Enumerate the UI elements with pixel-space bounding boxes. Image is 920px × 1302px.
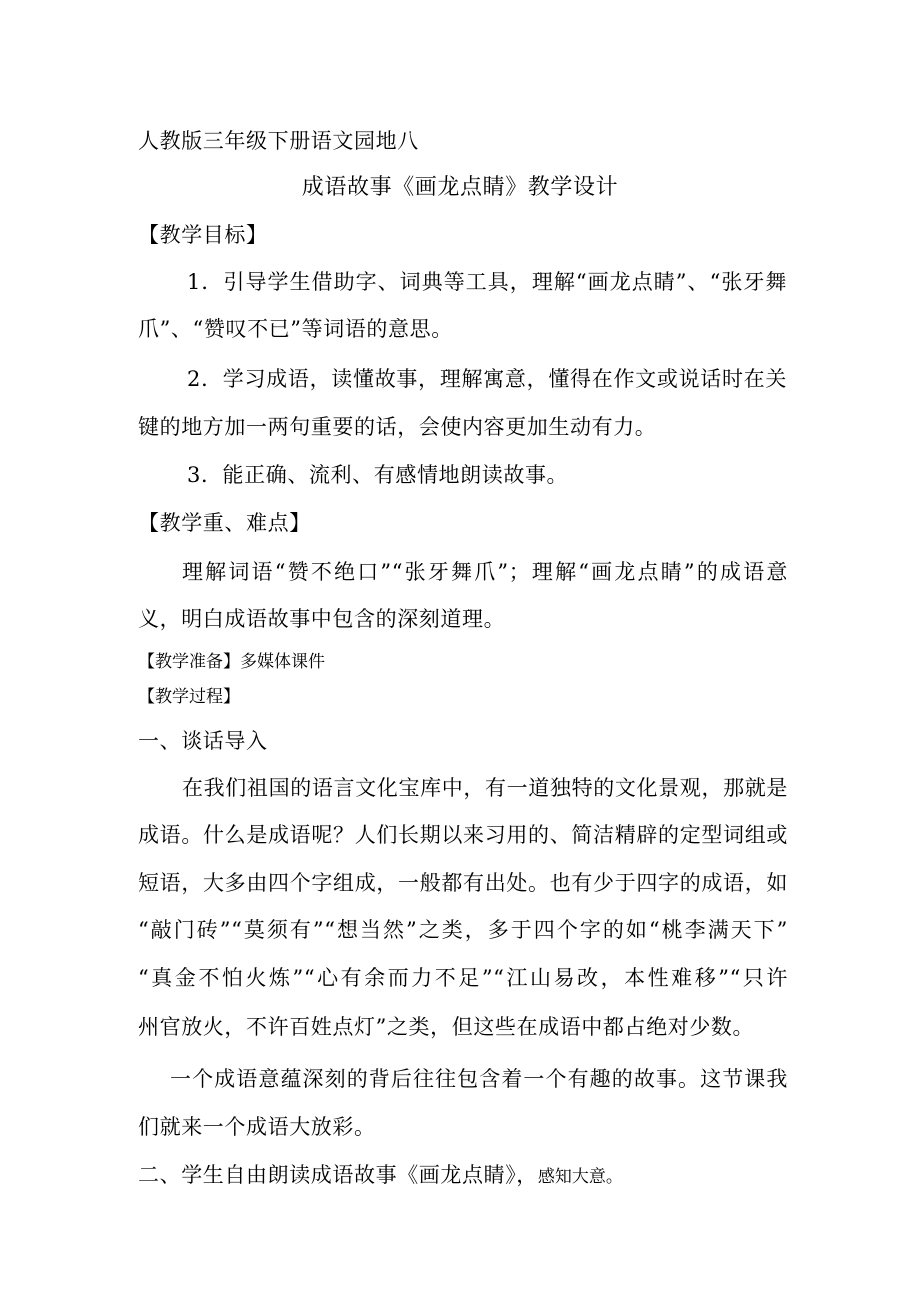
story-line-1: 一个成语意蕴深刻的背后往往包含着一个有趣的故事。这节课我 bbox=[170, 1067, 788, 1091]
document-header: 人教版三年级下册语文园地八 bbox=[138, 129, 419, 153]
goal-1-line-1: 1．引导学生借助字、词典等工具，理解“画龙点睛”、“张牙舞 bbox=[187, 270, 787, 294]
goal-2-line-2: 键的地方加一两句重要的话，会使内容更加生动有力。 bbox=[138, 415, 657, 439]
goal-1-line-2: 爪”、“赞叹不已”等词语的意思。 bbox=[138, 317, 453, 341]
focus-heading: 【教学重、难点】 bbox=[138, 511, 311, 535]
story-line-2: 们就来一个成语大放彩。 bbox=[138, 1115, 376, 1139]
intro-line-1: 在我们祖国的语言文化宝库中，有一道独特的文化景观，那就是 bbox=[182, 776, 788, 800]
intro-line-5: “真金不怕火炼”“心有余而力不足”“江山易改，本性难移”“只许 bbox=[138, 966, 788, 990]
preparation-line: 【教学准备】多媒体课件 bbox=[138, 652, 325, 672]
goal-3: 3．能正确、流利、有感情地朗读故事。 bbox=[187, 463, 569, 487]
process-heading: 【教学过程】 bbox=[138, 687, 240, 707]
section-2-heading-main: 二、学生自由朗读成语故事《画龙点睛》， bbox=[138, 1163, 538, 1187]
section-2-heading bbox=[138, 1162, 623, 1190]
goal-2-line-1: 2．学习成语，读懂故事，理解寓意，懂得在作文或说话时在关 bbox=[187, 367, 787, 391]
intro-line-2: 成语。什么是成语呢？人们长期以来习用的、简洁精辟的定型词组或 bbox=[138, 823, 788, 847]
intro-line-6: 州官放火，不许百姓点灯”之类，但这些在成语中都占绝对少数。 bbox=[138, 1015, 755, 1039]
focus-line-2: 义，明白成语故事中包含的深刻道理。 bbox=[138, 607, 506, 631]
section-1-heading: 一、谈话导入 bbox=[138, 729, 268, 753]
intro-line-3: 短语，大多由四个字组成，一般都有出处。也有少于四字的成语，如 bbox=[138, 871, 788, 895]
goals-heading: 【教学目标】 bbox=[138, 223, 268, 247]
intro-line-4: “敲门砖”“莫须有”“想当然”之类，多于四个字的如“桃李满天下” bbox=[138, 918, 788, 942]
document-title: 成语故事《画龙点睛》教学设计 bbox=[301, 175, 619, 200]
focus-line-1: 理解词语“赞不绝口”“张牙舞爪”；理解“画龙点睛”的成语意 bbox=[182, 560, 788, 584]
section-2-heading-tail: 感知大意。 bbox=[537, 1167, 623, 1187]
